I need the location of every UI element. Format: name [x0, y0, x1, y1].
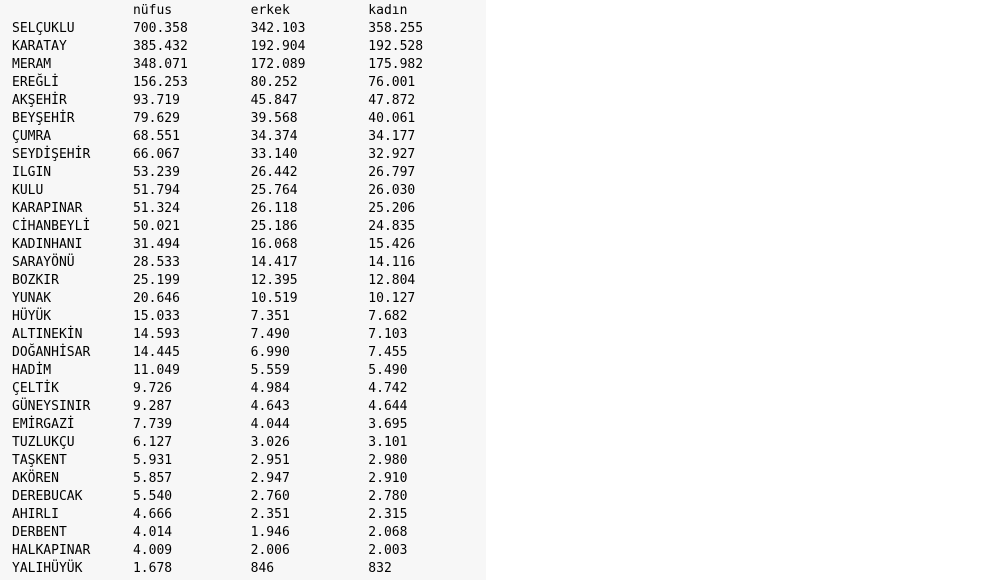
nufus-value: 5.540: [132, 489, 173, 504]
population-table: [12, 2, 486, 578]
kadin-value: 12.804: [368, 273, 416, 288]
district-name: AKÖREN: [12, 471, 59, 486]
kadin-value: 832: [368, 561, 392, 576]
erkek-value: 7.490: [250, 327, 290, 342]
table-body: [12, 20, 486, 578]
erkek-value: 4.984: [250, 381, 290, 396]
table-row: [12, 92, 486, 110]
district-name: EREĞLİ: [12, 75, 59, 90]
table-row: [12, 380, 486, 398]
kadin-value: 34.177: [368, 129, 416, 144]
district-name: ILGIN: [12, 165, 52, 180]
nufus-value: 6.127: [132, 435, 173, 450]
kadin-value: 2.910: [368, 471, 408, 486]
table-row: [12, 560, 486, 578]
kadin-value: 14.116: [368, 255, 416, 270]
district-name: KULU: [12, 183, 44, 198]
nufus-value: 4.666: [132, 507, 173, 522]
table-row: [12, 74, 486, 92]
erkek-value: 2.351: [250, 507, 290, 522]
kadin-value: 2.003: [368, 543, 408, 558]
erkek-value: 39.568: [250, 111, 298, 126]
erkek-value: 14.417: [250, 255, 298, 270]
kadin-value: 192.528: [368, 39, 424, 54]
table-row: [12, 452, 486, 470]
district-name: YUNAK: [12, 291, 52, 306]
kadin-value: 5.490: [368, 363, 408, 378]
table-row: [12, 128, 486, 146]
nufus-value: 25.199: [132, 273, 180, 288]
kadin-value: 3.101: [368, 435, 408, 450]
district-name: SEYDİŞEHİR: [12, 147, 91, 162]
erkek-value: 12.395: [250, 273, 298, 288]
nufus-value: 385.432: [132, 39, 188, 54]
nufus-value: 15.033: [132, 309, 180, 324]
nufus-value: 700.358: [132, 21, 188, 36]
kadin-value: 32.927: [368, 147, 416, 162]
erkek-value: 10.519: [250, 291, 298, 306]
table-header: [12, 2, 486, 20]
nufus-value: 156.253: [132, 75, 188, 90]
district-name: TAŞKENT: [12, 453, 67, 468]
nufus-value: 31.494: [132, 237, 180, 252]
district-name: HALKAPINAR: [12, 543, 91, 558]
nufus-value: 14.593: [132, 327, 180, 342]
table-row: [12, 398, 486, 416]
nufus-value: 93.719: [132, 93, 180, 108]
kadin-value: 7.682: [368, 309, 408, 324]
nufus-value: 7.739: [132, 417, 173, 432]
nufus-value: 9.726: [132, 381, 173, 396]
nufus-value: 9.287: [132, 399, 173, 414]
erkek-value: 34.374: [250, 129, 298, 144]
erkek-value: 7.351: [250, 309, 290, 324]
nufus-value: 20.646: [132, 291, 180, 306]
district-name: YALIHÜYÜK: [12, 561, 83, 576]
district-name: HÜYÜK: [12, 309, 52, 324]
erkek-value: 3.026: [250, 435, 290, 450]
district-name: GÜNEYSINIR: [12, 399, 91, 414]
table-row: [12, 542, 486, 560]
kadin-value: 47.872: [368, 93, 416, 108]
nufus-value: 14.445: [132, 345, 180, 360]
table-row: [12, 146, 486, 164]
district-name: BEYŞEHİR: [12, 111, 75, 126]
nufus-value: 53.239: [132, 165, 180, 180]
table-row: [12, 506, 486, 524]
erkek-value: 26.118: [250, 201, 298, 216]
table-row: [12, 110, 486, 128]
erkek-value: 5.559: [250, 363, 290, 378]
table-row: [12, 524, 486, 542]
header-index: [12, 2, 133, 20]
nufus-value: 51.324: [132, 201, 180, 216]
table-row: [12, 254, 486, 272]
erkek-value: 172.089: [250, 57, 306, 72]
kadin-value: 15.426: [368, 237, 416, 252]
nufus-value: 4.014: [132, 525, 173, 540]
erkek-value: 4.044: [250, 417, 290, 432]
kadin-value: 2.068: [368, 525, 408, 540]
district-name: BOZKIR: [12, 273, 59, 288]
table-row: [12, 218, 486, 236]
erkek-value: 846: [250, 561, 275, 576]
district-name: SARAYÖNÜ: [12, 255, 75, 270]
kadin-value: 7.455: [368, 345, 408, 360]
table-row: [12, 290, 486, 308]
nufus-value: 5.857: [132, 471, 173, 486]
district-name: KARAPINAR: [12, 201, 83, 216]
kadin-value: 25.206: [368, 201, 416, 216]
erkek-value: 1.946: [250, 525, 290, 540]
header-nufus: nüfus: [132, 3, 173, 18]
erkek-value: 342.103: [250, 21, 306, 36]
kadin-value: 4.742: [368, 381, 408, 396]
erkek-value: 2.947: [250, 471, 290, 486]
district-name: KADINHANI: [12, 237, 83, 252]
kadin-value: 4.644: [368, 399, 408, 414]
nufus-value: 5.931: [132, 453, 173, 468]
kadin-value: 2.980: [368, 453, 408, 468]
table-row: [12, 470, 486, 488]
kadin-value: 76.001: [368, 75, 416, 90]
kadin-value: 40.061: [368, 111, 416, 126]
district-name: AHIRLI: [12, 507, 59, 522]
district-name: MERAM: [12, 57, 52, 72]
table-row: [12, 362, 486, 380]
kadin-value: 2.315: [368, 507, 408, 522]
table-row: [12, 488, 486, 506]
district-name: DEREBUCAK: [12, 489, 83, 504]
nufus-value: 1.678: [132, 561, 173, 576]
table-row: [12, 344, 486, 362]
district-name: CİHANBEYLİ: [12, 219, 91, 234]
nufus-value: 50.021: [132, 219, 180, 234]
table-row: [12, 38, 486, 56]
district-name: ALTINEKİN: [12, 327, 83, 342]
erkek-value: 25.764: [250, 183, 298, 198]
table-row: [12, 434, 486, 452]
district-name: SELÇUKLU: [12, 21, 75, 36]
district-name: ÇELTİK: [12, 381, 59, 396]
header-kadin: kadın: [368, 3, 408, 18]
kadin-value: 24.835: [368, 219, 416, 234]
erkek-value: 6.990: [250, 345, 290, 360]
table-row: [12, 308, 486, 326]
table-row: [12, 182, 486, 200]
erkek-value: 33.140: [250, 147, 298, 162]
erkek-value: 45.847: [250, 93, 298, 108]
nufus-value: 68.551: [132, 129, 180, 144]
district-name: ÇUMRA: [12, 129, 52, 144]
erkek-value: 192.904: [250, 39, 306, 54]
district-name: EMİRGAZİ: [12, 417, 75, 432]
kadin-value: 26.030: [368, 183, 416, 198]
kadin-value: 7.103: [368, 327, 408, 342]
nufus-value: 4.009: [132, 543, 173, 558]
district-name: DERBENT: [12, 525, 67, 540]
kadin-value: 3.695: [368, 417, 408, 432]
district-name: DOĞANHİSAR: [12, 345, 91, 360]
district-name: HADİM: [12, 363, 52, 378]
kadin-value: 26.797: [368, 165, 416, 180]
erkek-value: 26.442: [250, 165, 298, 180]
nufus-value: 79.629: [132, 111, 180, 126]
header-erkek: erkek: [250, 3, 290, 18]
district-name: AKŞEHİR: [12, 93, 67, 108]
nufus-value: 348.071: [132, 57, 188, 72]
erkek-value: 2.951: [250, 453, 290, 468]
erkek-value: 2.006: [250, 543, 290, 558]
kadin-value: 175.982: [368, 57, 424, 72]
erkek-value: 80.252: [250, 75, 298, 90]
kadin-value: 358.255: [368, 21, 424, 36]
kadin-value: 2.780: [368, 489, 408, 504]
table-row: [12, 20, 486, 38]
dataframe-output-panel: [0, 0, 486, 580]
erkek-value: 2.760: [250, 489, 290, 504]
table-row: [12, 272, 486, 290]
header-row: [12, 2, 486, 20]
nufus-value: 51.794: [132, 183, 180, 198]
table-row: [12, 164, 486, 182]
erkek-value: 4.643: [250, 399, 290, 414]
nufus-value: 66.067: [132, 147, 180, 162]
kadin-value: 10.127: [368, 291, 416, 306]
table-row: [12, 200, 486, 218]
nufus-value: 28.533: [132, 255, 180, 270]
table-row: [12, 56, 486, 74]
table-row: [12, 326, 486, 344]
erkek-value: 25.186: [250, 219, 298, 234]
erkek-value: 16.068: [250, 237, 298, 252]
district-name: KARATAY: [12, 39, 67, 54]
table-row: [12, 236, 486, 254]
nufus-value: 11.049: [132, 363, 180, 378]
table-row: [12, 416, 486, 434]
district-name: TUZLUKÇU: [12, 435, 75, 450]
